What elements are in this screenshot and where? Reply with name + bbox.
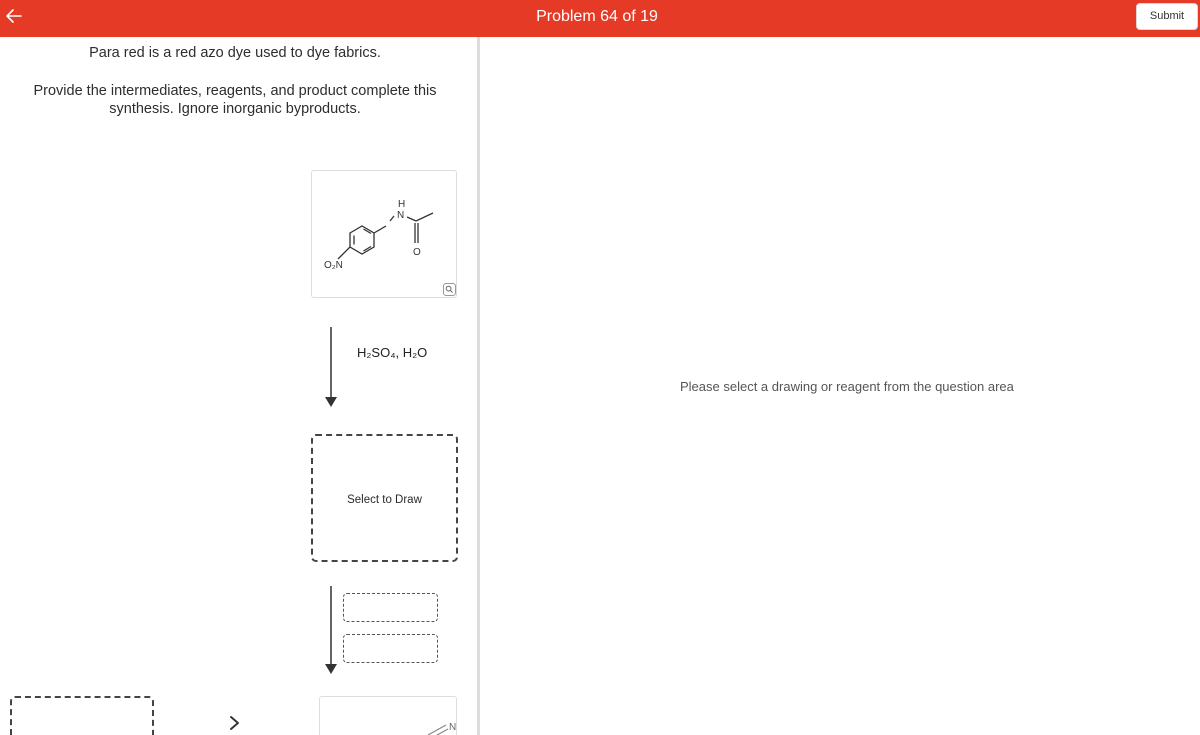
answer-slot-left[interactable] [10, 696, 154, 735]
answer-pane [480, 37, 1200, 735]
zoom-button[interactable] [443, 283, 456, 296]
nitrogen-label: N [397, 210, 405, 221]
submit-button[interactable]: Submit [1136, 3, 1198, 30]
hydrogen-label: H [398, 199, 406, 210]
reagent-slot-top[interactable] [343, 593, 438, 622]
question-instructions-text: Provide the intermediates, reagents, and product complete this synthesis. Ignore inorganic byproducts. [33, 83, 437, 117]
nitro-group-label: O₂N [324, 260, 343, 271]
reagents-label: H₂SO₄, H₂O [357, 345, 428, 360]
top-bar [0, 0, 1200, 37]
starting-material-card[interactable] [311, 170, 457, 298]
next-chevron-button[interactable] [226, 713, 244, 733]
problem-title: Problem 64 of 19 [536, 8, 658, 25]
answer-placeholder-message: Please select a drawing or reagent from the question area [680, 379, 1014, 394]
oxygen-label: O [413, 247, 421, 258]
reagent-slot-bottom[interactable] [343, 634, 438, 663]
draw-intermediate-box[interactable] [311, 434, 458, 562]
down-arrow-icon [323, 327, 339, 409]
question-intro-text: Para red is a red azo dye used to dye fabrics. [89, 45, 381, 61]
partial-structure [320, 697, 457, 735]
starting-material-structure [312, 171, 458, 299]
question-pane [0, 37, 477, 735]
chevron-right-icon [226, 713, 244, 733]
nitrogen-label: N [449, 722, 457, 733]
select-to-draw-label: Select to Draw [347, 494, 422, 506]
magnifier-icon [444, 284, 455, 295]
down-arrow-icon [323, 586, 339, 676]
reagent-structure-card[interactable] [319, 696, 457, 735]
